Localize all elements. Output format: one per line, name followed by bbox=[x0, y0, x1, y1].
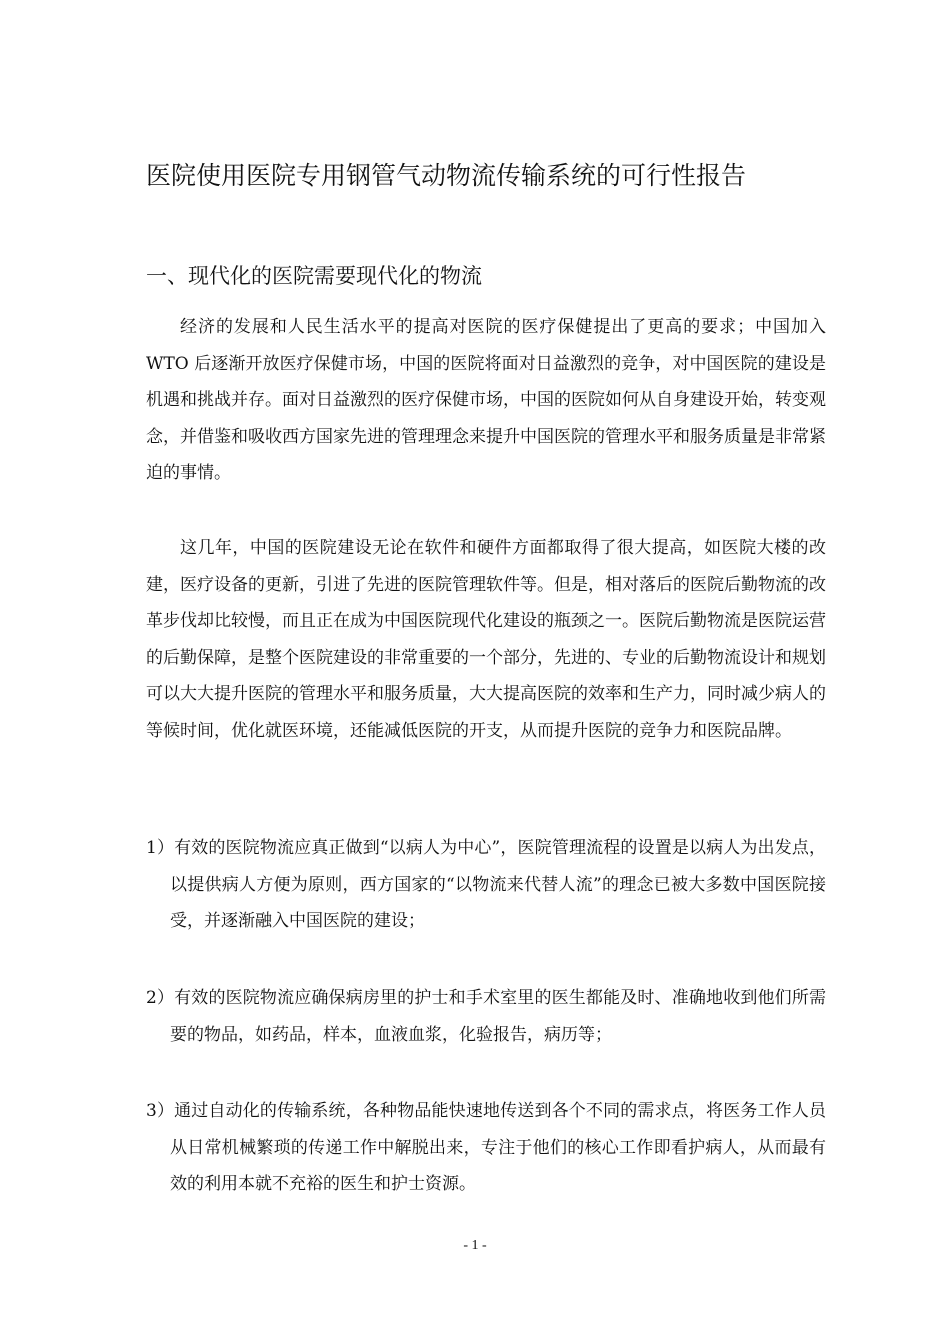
page-number: - 1 - bbox=[463, 1238, 487, 1253]
document-title: 医院使用医院专用钢管气动物流传输系统的可行性报告 bbox=[146, 161, 747, 190]
list-item-3: 3）通过自动化的传输系统，各种物品能快速地传送到各个不同的需求点，将医务工作人员从日常机械繁琐的传递工作中解脱出来，专注于他们的核心工作即看护病人，从而最有效的利用本就不充裕的医生和护士资源。 bbox=[146, 1101, 826, 1194]
paragraph-2: 这几年，中国的医院建设无论在软件和硬件方面都取得了很大提高，如医院大楼的改建，医疗设备的更新，引进了先进的医院管理软件等。但是，相对落后的医院后勤物流的改革步伐却比较慢，而且正在成为中国医院现代化建设的瓶颈之一。医院后勤物流是医院运营的后勤保障，是整个医院建设的非常重要的一个部分，先进的、专业的后勤物流设计和规划可以大大提升医院的管理水平和服务质量，大大提高医院的效率和生产力，同时减少病人的等候时间，优化就医环境，还能减低医院的开支，从而提升医院的竞争力和医院品牌。 bbox=[146, 538, 826, 741]
list-item-1: 1）有效的医院物流应真正做到“以病人为中心”，医院管理流程的设置是以病人为出发点，以提供病人方便为原则，西方国家的“以物流来代替人流”的理念已被大多数中国医院接受，并逐渐融入中国医院的建设； bbox=[146, 838, 826, 931]
section-heading: 一、现代化的医院需要现代化的物流 bbox=[146, 264, 482, 288]
list-item-2: 2）有效的医院物流应确保病房里的护士和手术室里的医生都能及时、准确地收到他们所需要的物品，如药品，样本，血液血浆，化验报告，病历等； bbox=[146, 988, 826, 1045]
paragraph-1: 经济的发展和人民生活水平的提高对医院的医疗保健提出了更高的要求；中国加入 WTO 后逐渐开放医疗保健市场，中国的医院将面对日益激烈的竞争，对中国医院的建设是机遇和挑战并存。面对日益激烈的医疗保健市场，中国的医院如何从自身建设开始，转变观念，并借鉴和吸收西方国家先进的管理理念来提升中国医院的管理水平和服务质量是非常紧迫的事情。 bbox=[146, 317, 826, 483]
